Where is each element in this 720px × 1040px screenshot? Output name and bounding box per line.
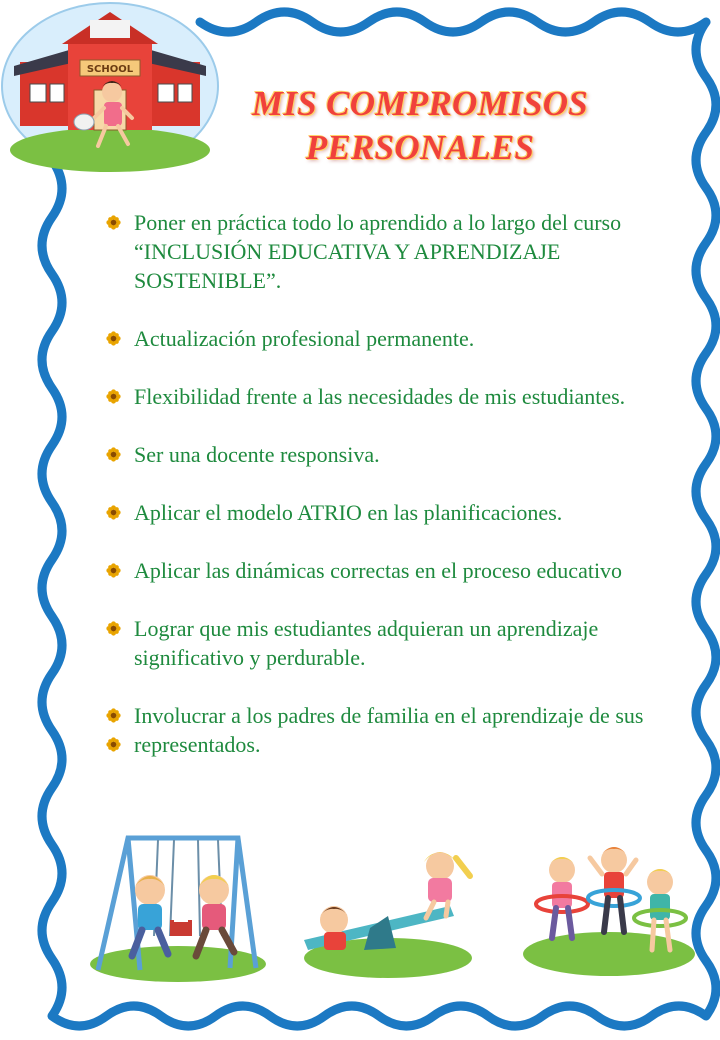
flower-bullet-icon <box>106 447 121 462</box>
list-item <box>104 208 684 295</box>
title-line-2: PERSONALES <box>305 128 535 167</box>
hula-hoop-kids-illustration <box>522 838 696 978</box>
flower-bullet-icon <box>106 621 121 636</box>
list-item <box>104 382 684 411</box>
flower-bullet-icon <box>106 505 121 520</box>
flower-bullet-icon <box>106 331 121 346</box>
flower-bullet-icon <box>106 389 121 404</box>
page-title <box>215 82 625 170</box>
commitment-text: Aplicar el modelo ATRIO en las planificaciones. <box>134 500 563 525</box>
flower-bullet-icon <box>106 563 121 578</box>
commitment-text: Ser una docente responsiva. <box>134 442 380 467</box>
commitment-text: Lograr que mis estudiantes adquieran un aprendizaje significativo y perdurable. <box>134 616 599 670</box>
school-sign-text: SCHOOL <box>86 64 134 75</box>
flower-bullet-icon <box>106 737 121 752</box>
flower-bullet-icon <box>106 708 121 723</box>
list-item <box>104 498 684 527</box>
commitment-text: Poner en práctica todo lo aprendido a lo largo del curso “INCLUSIÓN EDUCATIVA Y APRENDIZAJE SOSTENIBLE”. <box>134 210 622 293</box>
list-item <box>104 440 684 469</box>
title-line-1: MIS COMPROMISOS <box>251 84 589 123</box>
list-item <box>104 324 684 353</box>
commitments-list <box>104 208 684 788</box>
list-item <box>104 614 684 672</box>
seesaw-kids-illustration <box>300 840 476 980</box>
school-illustration <box>0 0 222 172</box>
commitment-text: Flexibilidad frente a las necesidades de mis estudiantes. <box>134 384 626 409</box>
list-item <box>104 556 684 585</box>
commitment-text: Involucrar a los padres de familia en el aprendizaje de sus representados. <box>134 703 644 757</box>
commitment-text: Actualización profesional permanente. <box>134 326 475 351</box>
commitment-text: Aplicar las dinámicas correctas en el proceso educativo <box>134 558 623 583</box>
flower-bullet-icon <box>106 215 121 230</box>
list-item <box>104 701 684 759</box>
swing-kids-illustration <box>88 832 268 984</box>
